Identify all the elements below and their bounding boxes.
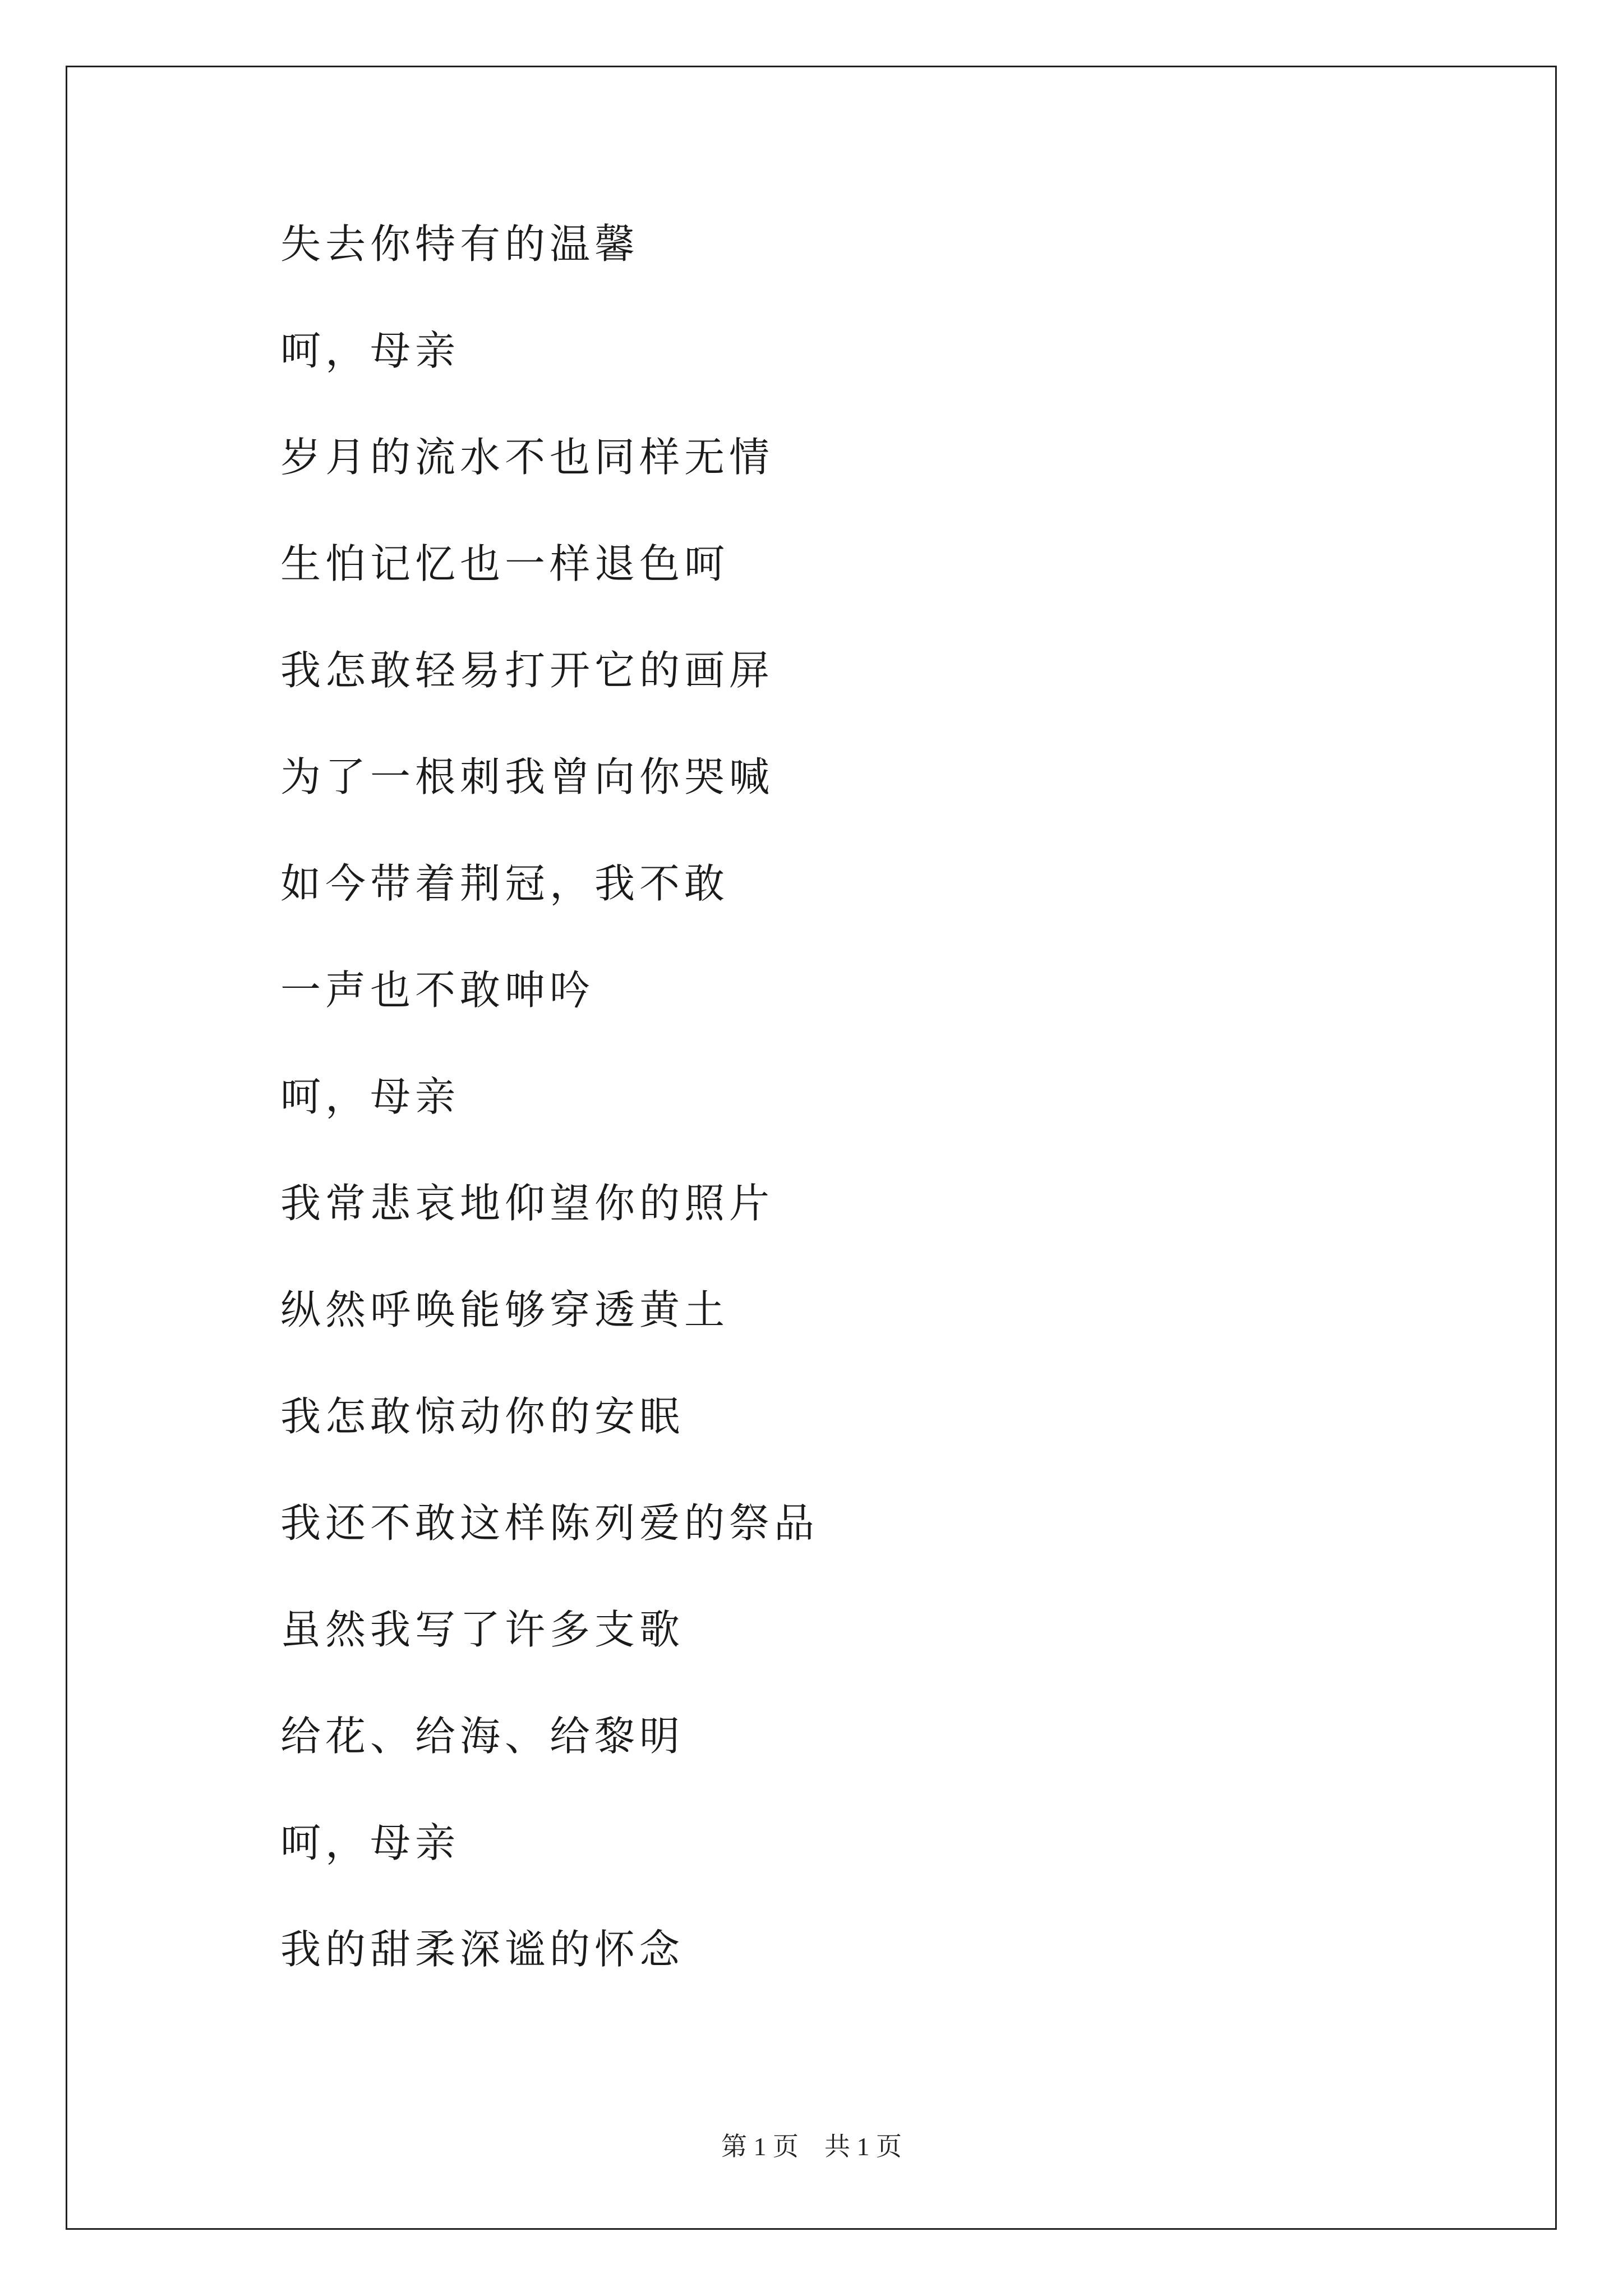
poem-line: 纵然呼唤能够穿透黄土 [280, 1286, 730, 1333]
poem-line: 为了一根刺我曾向你哭喊 [280, 753, 774, 800]
page-number-footer: 第 1 页 共 1 页 [721, 2132, 902, 2161]
poem-line: 虽然我写了许多支歌 [280, 1606, 685, 1653]
poem-line: 给花、给海、给黎明 [280, 1713, 685, 1760]
poem-line: 我怎敢惊动你的安眠 [280, 1393, 685, 1440]
poem-line: 我怎敢轻易打开它的画屏 [280, 647, 774, 694]
poem-line: 呵，母亲 [280, 327, 460, 374]
poem-line: 我的甜柔深谧的怀念 [280, 1926, 685, 1973]
poem-line: 一声也不敢呻吟 [280, 967, 595, 1014]
poem-line: 呵，母亲 [280, 1819, 460, 1866]
poem-line: 我常悲哀地仰望你的照片 [280, 1180, 774, 1227]
poem-body [280, 213, 819, 2025]
poem-line: 生怕记忆也一样退色呵 [280, 540, 730, 587]
poem-line: 我还不敢这样陈列爱的祭品 [280, 1499, 819, 1547]
poem-line: 如今带着荆冠，我不敢 [280, 860, 730, 907]
poem-line: 呵，母亲 [280, 1073, 460, 1120]
poem-line: 岁月的流水不也同样无情 [280, 434, 774, 481]
poem-line: 失去你特有的温馨 [280, 220, 640, 268]
